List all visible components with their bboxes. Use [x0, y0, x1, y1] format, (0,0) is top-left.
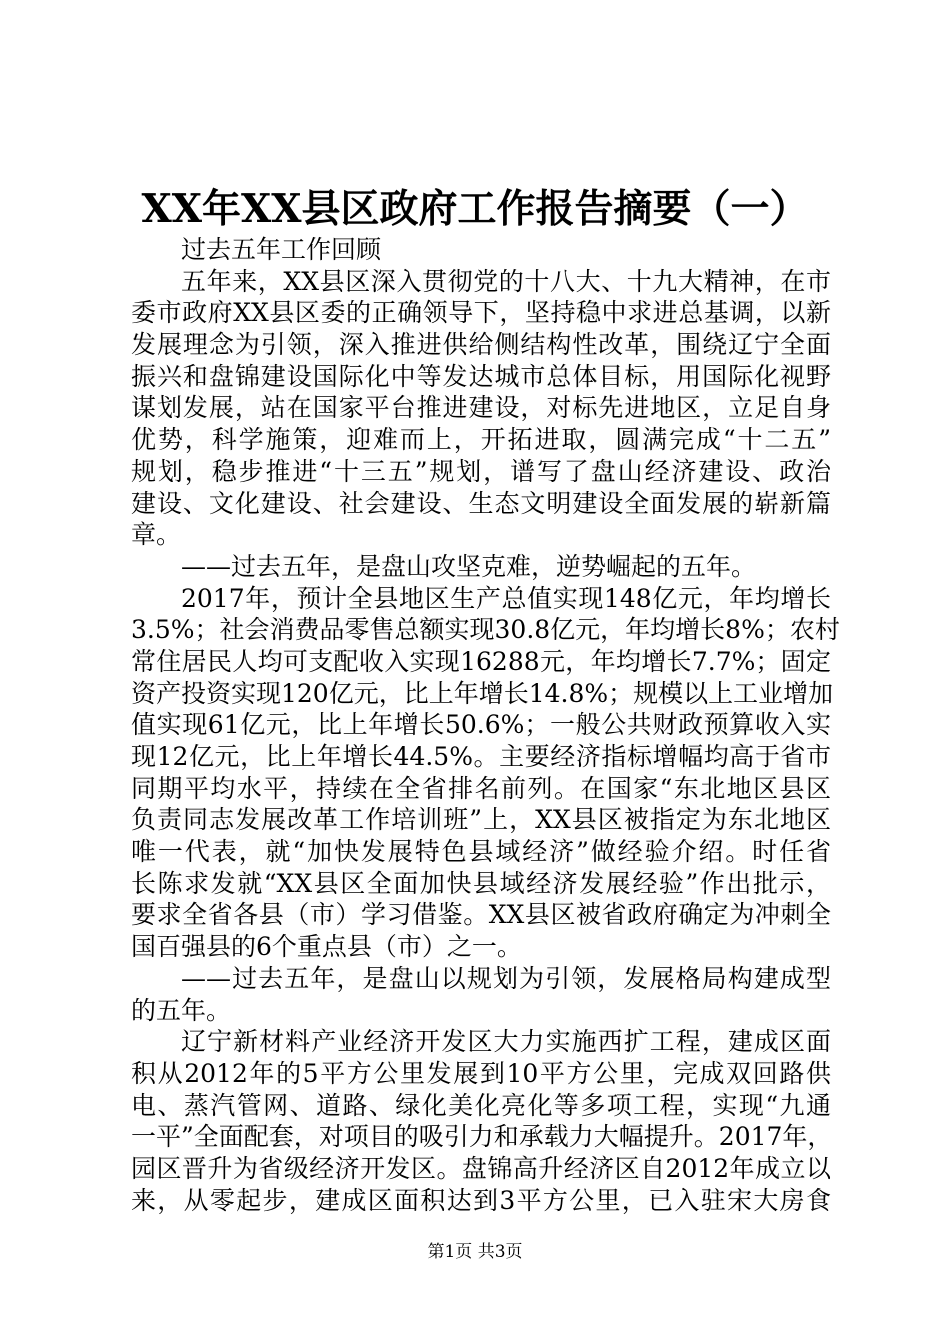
text-line: ——过去五年，是盘山攻坚克难，逆势崛起的五年。 [181, 551, 757, 581]
text-line: 来，从零起步，建成区面积达到3平方公里，已入驻宋大房食 [131, 1185, 831, 1215]
text-line: 要求全省各县（市）学习借鉴。XX县区被省政府确定为冲刺全 [131, 900, 831, 930]
text-line: 的五年。 [131, 995, 232, 1025]
text-line: 振兴和盘锦建设国际化中等发达城市总体目标，用国际化视野 [131, 361, 831, 391]
text-line: 同期平均水平，持续在全省排名前列。在国家“东北地区县区 [131, 773, 831, 803]
text-line: 3.5%；社会消费品零售总额实现30.8亿元，年均增长8%；农村 [131, 615, 840, 645]
text-line: 国百强县的6个重点县（市）之一。 [131, 932, 522, 962]
text-line: ——过去五年，是盘山以规划为引领，发展格局构建成型 [181, 963, 831, 993]
text-line: 电、蒸汽管网、道路、绿化美化亮化等多项工程，实现“九通 [131, 1090, 831, 1120]
text-line: 积从2012年的5平方公里发展到10平方公里，完成双回路供 [131, 1058, 831, 1088]
text-line: 建设、文化建设、社会建设、生态文明建设全面发展的崭新篇 [131, 488, 831, 518]
text-line: 一平”全面配套，对项目的吸引力和承载力大幅提升。2017年， [131, 1122, 833, 1152]
text-line: 资产投资实现120亿元，比上年增长14.8%；规模以上工业增加 [131, 678, 834, 708]
text-line: 章。 [131, 520, 182, 550]
text-line: 委市政府XX县区委的正确领导下，坚持稳中求进总基调，以新 [131, 298, 831, 328]
text-line: 2017年，预计全县地区生产总值实现148亿元，年均增长 [181, 583, 831, 613]
text-line: 谋划发展，站在国家平台推进建设，对标先进地区，立足自身 [131, 393, 831, 423]
text-line: 唯一代表，就“加快发展特色县域经济”做经验介绍。时任省 [131, 837, 831, 867]
text-line: 优势，科学施策，迎难而上，开拓进取，圆满完成“十二五” [131, 425, 831, 455]
text-line: 园区晋升为省级经济开发区。盘锦高升经济区自2012年成立以 [131, 1153, 831, 1183]
text-line: 负责同志发展改革工作培训班”上，XX县区被指定为东北地区 [131, 805, 831, 835]
text-line: 常住居民人均可支配收入实现16288元，年均增长7.7%；固定 [131, 646, 831, 676]
text-line: 规划，稳步推进“十三五”规划，谱写了盘山经济建设、政治 [131, 456, 831, 486]
section-heading: 过去五年工作回顾 [181, 235, 382, 264]
text-line: 现12亿元，比上年增长44.5%。主要经济指标增幅均高于省市 [131, 742, 831, 771]
text-line: 五年来，XX县区深入贯彻党的十八大、十九大精神，在市 [181, 266, 831, 296]
document-title: XX年XX县区政府工作报告摘要（一） [141, 186, 809, 232]
text-line: 长陈求发就“XX县区全面加快县域经济发展经验”作出批示， [131, 868, 831, 898]
page-footer: 第1页 共3页 [427, 1242, 523, 1262]
document-body [131, 234, 840, 1216]
text-line: 值实现61亿元，比上年增长50.6%；一般公共财政预算收入实 [131, 710, 831, 740]
text-line: 发展理念为引领，深入推进供给侧结构性改革，围绕辽宁全面 [131, 330, 831, 360]
text-line: 辽宁新材料产业经济开发区大力实施西扩工程，建成区面 [181, 1027, 831, 1057]
